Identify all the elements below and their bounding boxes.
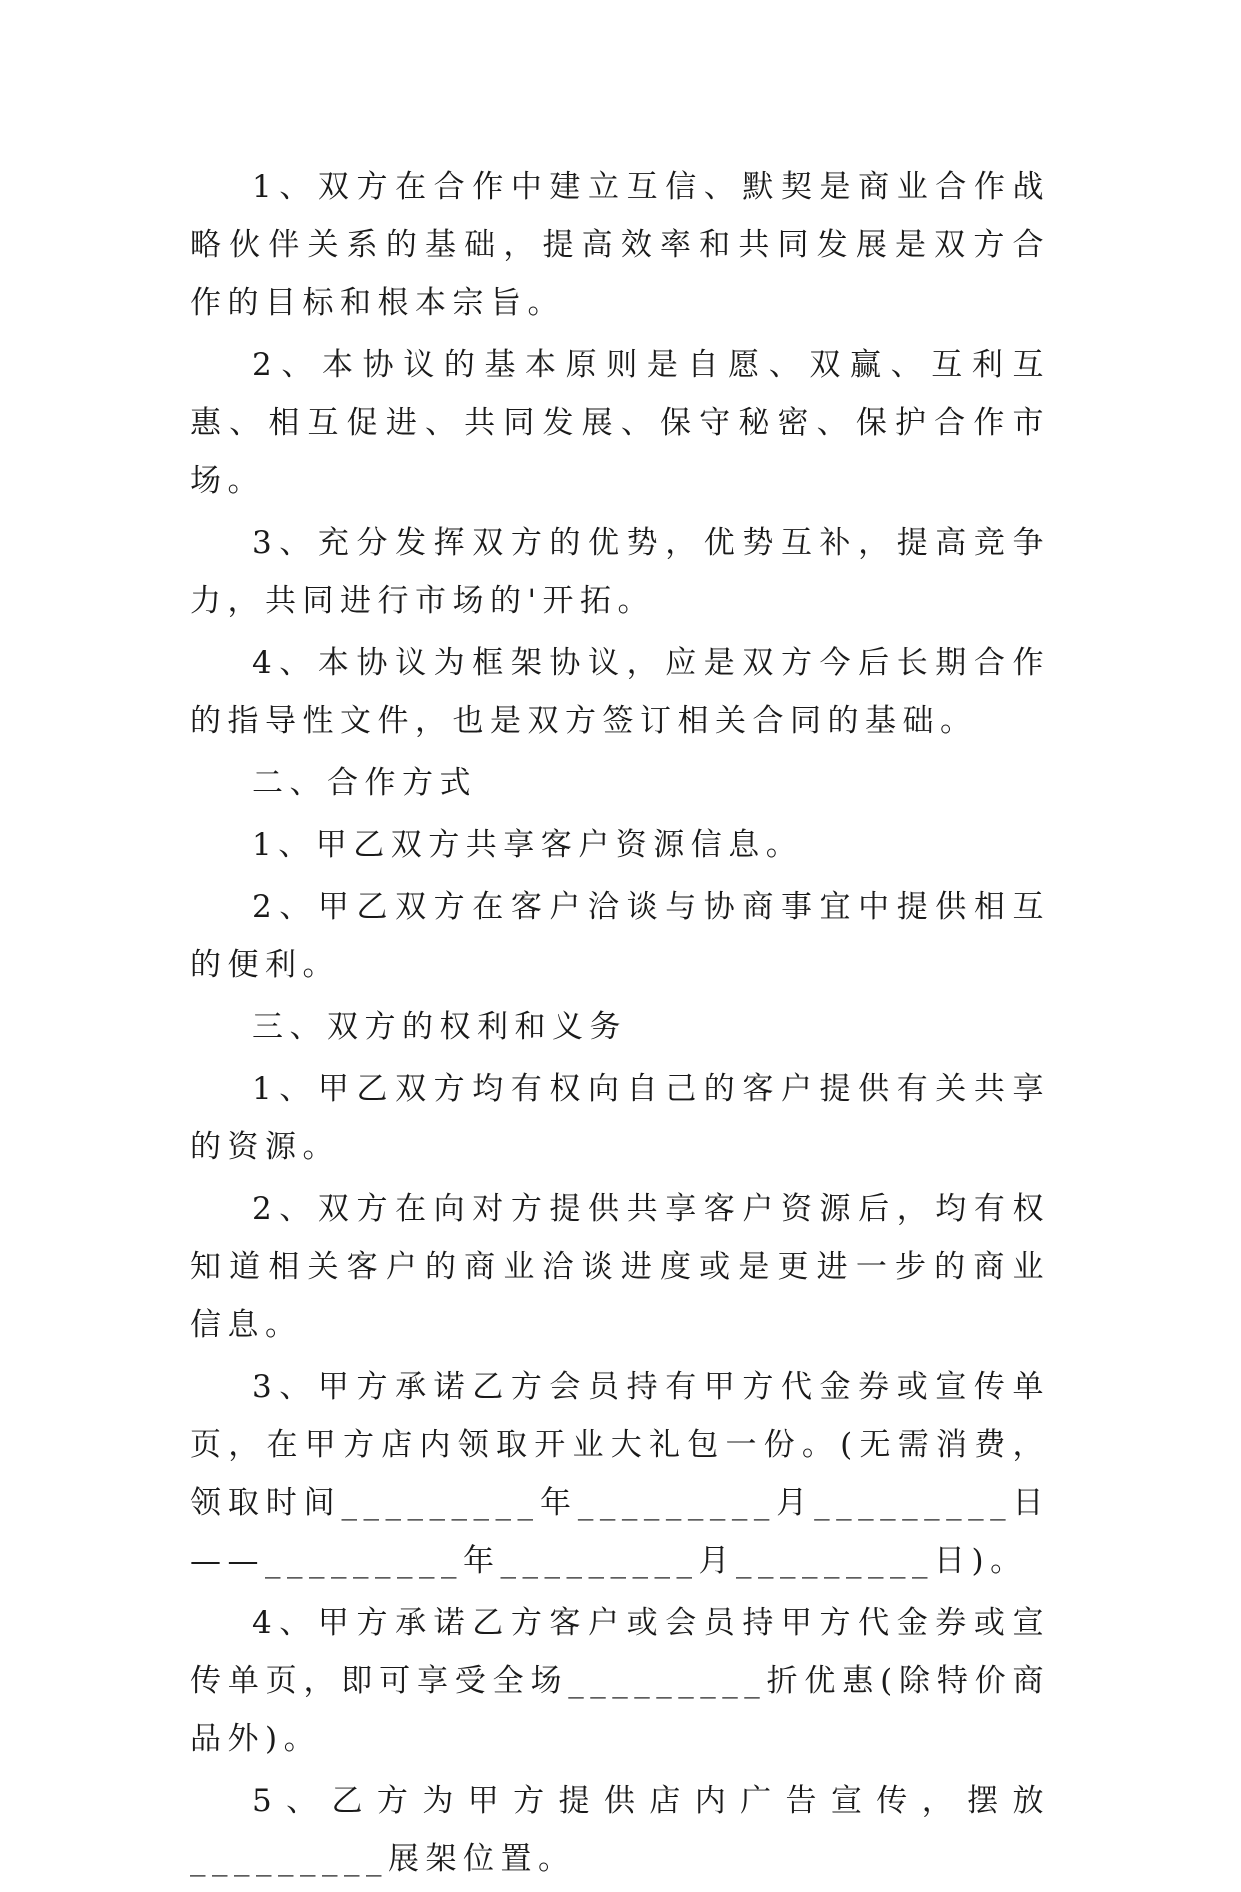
right-2-know-progress: 2、双方在向对方提供共享客户资源后，均有权知道相关客户的商业洽谈进度或是更进一步的商业信息。 [190,1191,1050,1343]
clause-3-advantages: 3、充分发挥双方的优势，优势互补，提高竞争力，共同进行市场的'开拓。 [190,525,1050,619]
right-4-discount: 4、甲方承诺乙方客户或会员持甲方代金券或宣传单页，即可享受全场_________折优惠(除特价商品外)。 [190,1605,1050,1757]
right-5-advertising: 5、乙方为甲方提供店内广告宣传，摆放_________展架位置。 [190,1783,1050,1877]
method-1-share-resources: 1、甲乙双方共享客户资源信息。 [252,827,804,863]
right-1-provide-resources: 1、甲乙双方均有权向自己的客户提供有关共享的资源。 [190,1071,1050,1165]
method-2-mutual-convenience: 2、甲乙双方在客户洽谈与协商事宜中提供相互的便利。 [190,889,1050,983]
right-3-gift-package: 3、甲方承诺乙方会员持有甲方代金券或宣传单页，在甲方店内领取开业大礼包一份。(无需消费，领取时间_________年_________月_________日——_________年_________月_________日)。 [190,1369,1050,1579]
clause-4-framework-agreement: 4、本协议为框架协议，应是双方今后长期合作的指导性文件，也是双方签订相关合同的基础。 [190,645,1050,739]
clause-1-mutual-trust: 1、双方在合作中建立互信、默契是商业合作战略伙伴关系的基础，提高效率和共同发展是双方合作的目标和根本宗旨。 [190,169,1050,321]
document-body [190,158,1050,1892]
section-heading-cooperation-method: 二、合作方式 [252,765,477,801]
section-heading-rights-obligations: 三、双方的权利和义务 [252,1009,627,1045]
clause-2-basic-principles: 2、本协议的基本原则是自愿、双赢、互利互惠、相互促进、共同发展、保守秘密、保护合作市场。 [190,347,1050,499]
